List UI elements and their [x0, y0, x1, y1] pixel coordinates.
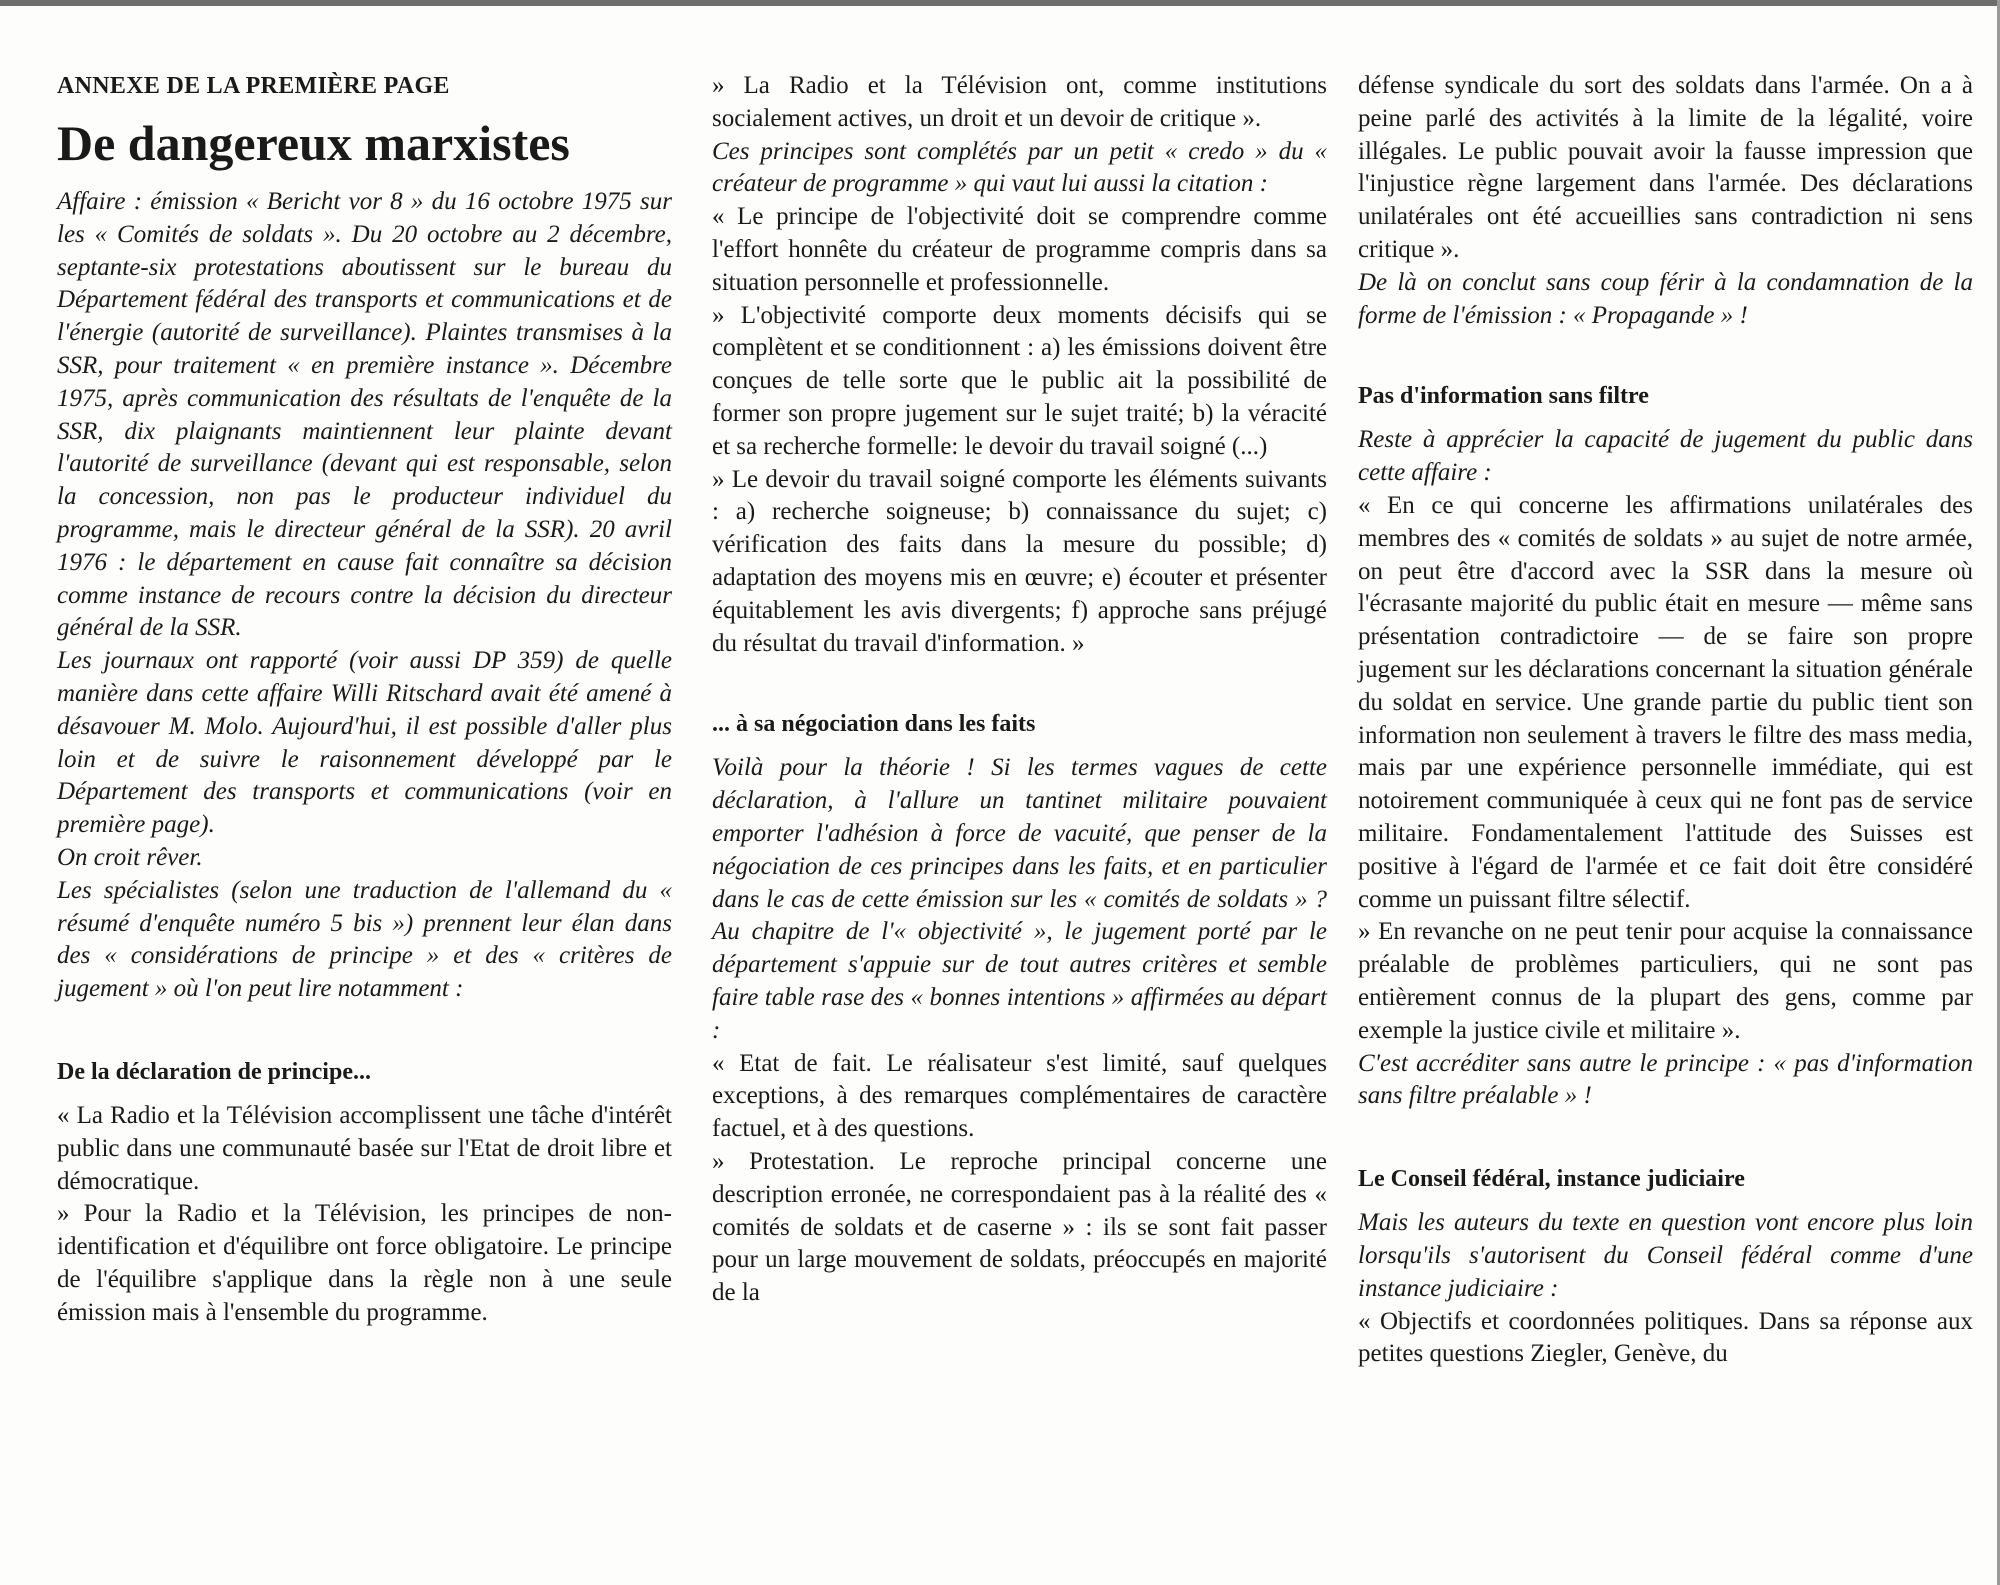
quote-paragraph: « En ce qui concerne les affirmations unilatérales des membres des « comités de soldats » au sujet de notre armée, on peut être d'accord avec la SSR dans la mesure où l'écrasante majorité du public était en mesure — même sans présentation contradictoire — de se faire son propre jugement sur les déclarations concernant la situation générale du soldat en service. Une grande partie du public tient son information non seulement à travers le filtre des mass media, mais par une expérience personnelle immédiate, qui est notoirement communiquée à ceux qui ne font pas de service militaire. Fondamentalement l'attitude des Suisses est positive à l'égard de l'armée et ce fait doit être considéré comme un puissant filtre sélectif. [1358, 491, 1973, 913]
quote-paragraph: « Objectifs et coordonnées politiques. Dans sa réponse aux petites questions Ziegler, Genève, du [1358, 1307, 1973, 1368]
paragraph: Les spécialistes (selon une traduction de l'allemand du « résumé d'enquête numéro 5 bis ») prennent leur élan dans des « considérations de principe » et des « critères de jugement » où l'on peut lire notamment : [57, 876, 672, 1003]
column-2 [712, 70, 1327, 1310]
article-title: De dangereux marxistes [57, 115, 570, 171]
paragraph: Ces principes sont complétés par un petit « credo » du « créateur de programme » qui vaut lui aussi la citation : [712, 137, 1327, 198]
spacer [1358, 1113, 1973, 1163]
quote-paragraph: » L'objectivité comporte deux moments décisifs qui se complètent et se conditionnent : a) les émissions doivent être conçues de telle sorte que le public ait la possibilité de former son propre jugement sur le sujet traité; b) la véracité et sa recherche formelle: le devoir du travail soigné (...) [712, 301, 1327, 460]
column-3 [1358, 70, 1973, 1371]
quote-paragraph: » La Radio et la Télévision ont, comme institutions socialement actives, un droit et un devoir de critique ». [712, 72, 1327, 132]
top-border-rule [0, 0, 2000, 6]
subheading: ... à sa négociation dans les faits [712, 711, 1036, 738]
quote-paragraph: « La Radio et la Télévision accomplissent une tâche d'intérêt public dans une communauté basée sur l'Etat de droit libre et démocratique. [57, 1101, 672, 1195]
subheading: De la déclaration de principe... [57, 1058, 371, 1085]
quote-paragraph: » En revanche on ne peut tenir pour acquise la connaissance préalable de problèmes particuliers, qui ne sont pas entièrement connus de la plupart des gens, comme par exemple la justice civile et militaire ». [1358, 918, 1973, 1044]
paragraph: Mais les auteurs du texte en question vont encore plus loin lorsqu'ils s'autorisent du Conseil fédéral comme d'une instance judiciaire : [1358, 1209, 1973, 1302]
spacer [1358, 332, 1973, 380]
quote-paragraph: » Pour la Radio et la Télévision, les principes de non-identification et d'équilibre ont force obligatoire. Le principe de l'équilibre s'applique dans la règle non à une seule émission mais à l'ensemble du programme. [57, 1200, 672, 1326]
paragraph: C'est accréditer sans autre le principe : « pas d'information sans filtre préalable » ! [1358, 1049, 1973, 1110]
subheading: Pas d'information sans filtre [1358, 383, 1649, 410]
spacer [57, 1006, 672, 1056]
quote-paragraph: » Le devoir du travail soigné comporte les éléments suivants : a) recherche soigneuse; b) connaissance du sujet; c) vérification des faits dans la mesure du possible; d) adaptation des moyens mis en œuvre; e) écouter et présenter équitablement les avis divergents; f) approche sans préjugé du résultat du travail d'information. » [712, 465, 1327, 657]
spacer [712, 660, 1327, 708]
paragraph: Reste à apprécier la capacité de jugement du public dans cette affaire : [1358, 426, 1973, 487]
subheading: Le Conseil fédéral, instance judiciaire [1358, 1166, 1745, 1193]
quote-paragraph: « Le principe de l'objectivité doit se comprendre comme l'effort honnête du créateur de programme compris dans sa situation personnelle et professionnelle. [712, 203, 1327, 296]
quote-paragraph: « Etat de fait. Le réalisateur s'est limité, sauf quelques exceptions, à des remarques complémentaires de caractère factuel, et à des questions. [712, 1049, 1327, 1143]
quote-paragraph: défense syndicale du sort des soldats dans l'armée. On a à peine parlé des activités à la limite de la légalité, voire illégales. Le public pouvait avoir la fausse impression que l'injustice règne largement dans l'armée. Des déclarations unilatérales ont été accueillies sans contradiction ni sens critique ». [1358, 72, 1973, 263]
intro-paragraph: Affaire : émission « Bericht vor 8 » du 16 octobre 1975 sur les « Comités de soldats ». Du 20 octobre au 2 décembre, septante-six protestations aboutissent sur le bureau du Département fédéral des transports et communications et de l'énergie (autorité de surveillance). Plaintes transmises à la SSR, pour traitement « en première instance ». Décembre 1975, après communication des résultats de l'enquête de la SSR, dix plaignants maintiennent leur plainte devant l'autorité de surveillance (devant qui est responsable, selon la concession, non pas le producteur individuel du programme, mais le directeur général de la SSR). 20 avril 1976 : le département en cause fait connaître sa décision comme instance de recours contre la décision du directeur général de la SSR. [57, 188, 672, 642]
paragraph: On croit rêver. [57, 843, 203, 871]
quote-paragraph: » Protestation. Le reproche principal concerne une description erronée, ne correspondaient pas à la réalité des « comités de soldats et de caserne » : ils se sont fait passer pour un large mouvement de soldats, préoccupés en majorité de la [712, 1147, 1327, 1307]
section-kicker: ANNEXE DE LA PREMIÈRE PAGE [57, 73, 450, 99]
paragraph: Les journaux ont rapporté (voir aussi DP 359) de quelle manière dans cette affaire Willi Ritschard avait été amené à désavouer M. Molo. Aujourd'hui, il est possible d'aller plus loin et de suivre le raisonnement développé par le Département des transports et communications (voir en première page). [57, 647, 672, 839]
paragraph: Voilà pour la théorie ! Si les termes vagues de cette déclaration, à l'allure un tantinet militaire pouvaient emporter l'adhésion à force de vacuité, que penser de la négociation de ces principes dans les faits, et en particulier dans le cas de cette émission sur les « comités de soldats » ? Au chapitre de l'« objectivité », le jugement porté par le département s'appuie sur de tout autres critères et semble faire table rase des « bonnes intentions » affirmées au départ : [712, 754, 1327, 1044]
column-1 [57, 70, 672, 1330]
paragraph: De là on conclut sans coup férir à la condamnation de la forme de l'émission : « Propagande » ! [1358, 268, 1973, 329]
